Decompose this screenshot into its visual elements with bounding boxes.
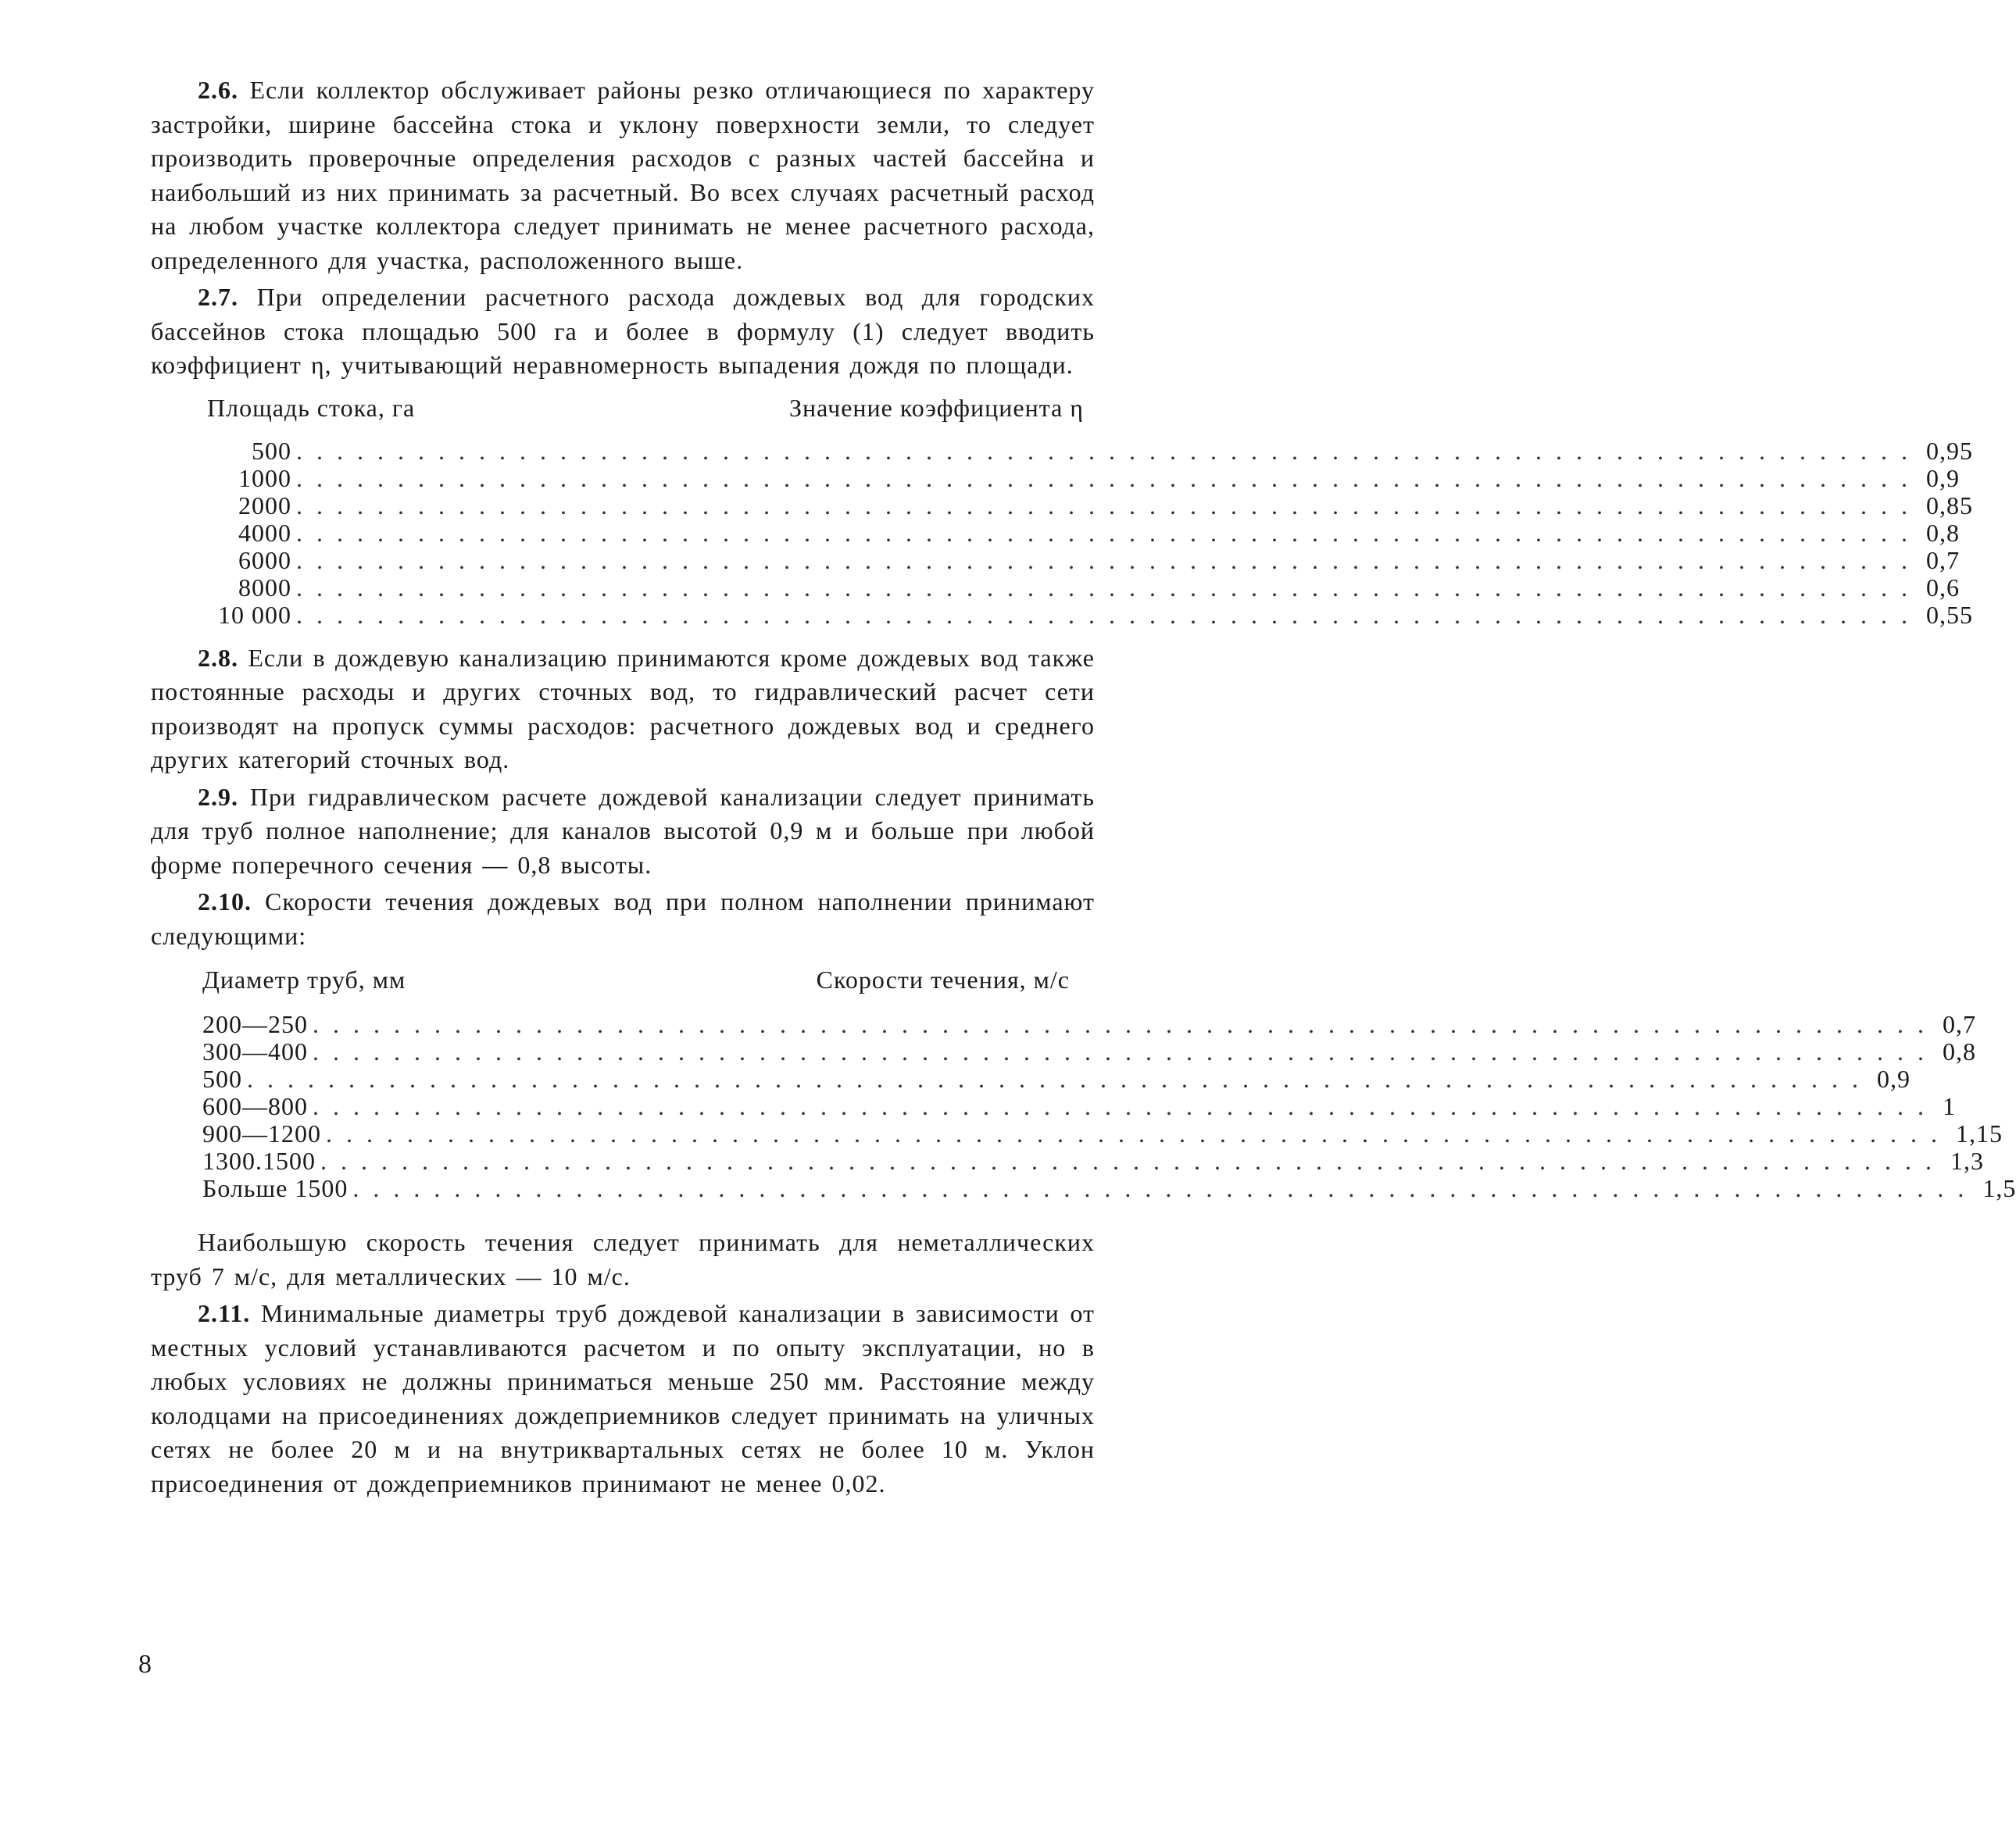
paragraph-2-10 xyxy=(151,885,1095,953)
paragraph-2-6 xyxy=(151,73,1095,277)
area-value: 0,7 xyxy=(1926,545,1960,574)
table-row xyxy=(202,1119,2003,1148)
dot-leader: ................................................................................ xyxy=(313,1010,1938,1038)
paragraph-speed-note: Наибольшую скорость течения следует принимать для неметаллических труб 7 м/с, для металлических — 10 м/с. xyxy=(151,1228,1095,1291)
clause-text: Если в дождевую канализацию принимаются кроме дождевых вод также постоянные расходы и других сточных вод, то гидравлический расчет сети производят на пропуск суммы расходов: расчетного дождевых вод и среднего других категорий сточных вод. xyxy=(151,643,1095,773)
column-header-speed: Скорости течения, м/с xyxy=(816,966,1070,994)
diameter-value: 1,3 xyxy=(1950,1147,1984,1175)
dot-leader: ................................................................................ xyxy=(352,1174,1978,1202)
diameter-value: 0,9 xyxy=(1877,1065,1911,1093)
area-key: 2000 xyxy=(238,491,291,519)
column-header-diameter: Диаметр труб, мм xyxy=(202,966,406,994)
document-page xyxy=(151,73,2016,1501)
paragraph-2-8 xyxy=(151,641,1095,777)
clause-text: При гидравлическом расчете дождевой канализации следует принимать для труб полное наполнение; для каналов высотой 0,9 м и больше при любой форме поперечного сечения — 0,8 высоты. xyxy=(151,782,1095,879)
column-header-coefficient: Значение коэффициента η xyxy=(789,393,1084,422)
column-header-area: Площадь стока, га xyxy=(207,393,416,422)
diameter-key: Больше 1500 xyxy=(202,1174,349,1202)
clause-text: Минимальные диаметры труб дождевой канализации в зависимости от местных условий устанавливаются расчетом и по опыту эксплуатации, но в любых условиях не должны приниматься меньше 250 мм. Расстояние между колодцами на присоединениях дождеприемников следует принимать на уличных сетях не более 20 м и на внутриквартальных сетях не более 10 м. Уклон присоединения от дождеприемников принимают не менее 0,02. xyxy=(151,1299,1095,1498)
area-key: 10 000 xyxy=(218,600,291,629)
clause-text: При определении расчетного расхода дождевых вод для городских бассейнов стока площадью 500 га и более в формулу (1) следует вводить коэффициент η, учитывающий неравномерность выпадения дождя по площади. xyxy=(151,283,1095,379)
area-value: 0,6 xyxy=(1926,573,1960,602)
table-row xyxy=(207,518,1960,547)
table-row xyxy=(202,1037,1976,1066)
page-number: 8 xyxy=(138,1650,152,1679)
dot-leader: ................................................................................ xyxy=(296,436,1921,465)
table-row xyxy=(202,1065,1911,1093)
paragraph-2-7 xyxy=(151,280,1095,383)
diameter-key: 500 xyxy=(202,1065,242,1093)
table-header xyxy=(202,966,1070,1011)
table-row xyxy=(207,463,1960,492)
area-key: 6000 xyxy=(238,545,291,574)
diameter-value: 0,8 xyxy=(1943,1037,1976,1066)
diameter-key: 300—400 xyxy=(202,1037,308,1066)
dot-leader: ................................................................................ xyxy=(247,1065,1872,1093)
dot-leader: ................................................................................ xyxy=(296,573,1921,602)
area-key: 500 xyxy=(252,436,291,465)
dot-leader: ................................................................................ xyxy=(296,463,1921,492)
table-row xyxy=(202,1092,1956,1120)
table-row xyxy=(207,600,1973,629)
table-row xyxy=(207,491,1973,519)
diameter-value: 1,5 xyxy=(1982,1174,2016,1202)
clause-text: Если коллектор обслуживает районы резко отличающиеся по характеру застройки, ширине бассейна стока и уклону поверхности земли, то следует производить проверочные определения расходов с разных частей бассейна и наибольший из них принимать за расчетный. Во всех случаях расчетный расход на любом участке коллектора следует принимать не менее расчетного расхода, определенного для участка, расположенного выше. xyxy=(151,76,1095,274)
table-row xyxy=(202,1010,1976,1038)
area-key: 1000 xyxy=(238,463,291,492)
area-value: 0,95 xyxy=(1926,436,1973,465)
diameter-value: 0,7 xyxy=(1943,1010,1976,1038)
area-value: 0,8 xyxy=(1926,518,1960,547)
diameter-key: 1300.1500 xyxy=(202,1147,316,1175)
clause-number: 2.8. xyxy=(198,643,238,672)
clause-number: 2.7. xyxy=(198,283,238,311)
dot-leader: ................................................................................ xyxy=(320,1147,1946,1175)
area-value: 0,85 xyxy=(1926,491,1973,519)
diameter-key: 600—800 xyxy=(202,1092,308,1120)
area-value: 0,9 xyxy=(1926,463,1960,492)
diameter-key: 900—1200 xyxy=(202,1119,321,1148)
runoff-coefficient-table xyxy=(207,393,1973,629)
clause-number: 2.10. xyxy=(198,887,252,916)
dot-leader: ................................................................................ xyxy=(326,1119,1951,1148)
clause-number: 2.9. xyxy=(198,782,238,811)
diameter-value: 1,15 xyxy=(1956,1119,2003,1148)
flow-speed-table xyxy=(202,966,2016,1202)
area-key: 4000 xyxy=(238,518,291,547)
paragraph-2-11 xyxy=(151,1297,1095,1501)
table-row xyxy=(207,436,1973,465)
table-row xyxy=(202,1174,2016,1202)
clause-number: 2.6. xyxy=(198,76,238,104)
dot-leader: ................................................................................ xyxy=(296,518,1921,547)
diameter-value: 1 xyxy=(1943,1092,1956,1120)
dot-leader: ................................................................................ xyxy=(296,545,1921,574)
area-value: 0,55 xyxy=(1926,600,1973,629)
table-row xyxy=(207,573,1960,602)
area-key: 8000 xyxy=(238,573,291,602)
table-row xyxy=(207,545,1960,574)
clause-number: 2.11. xyxy=(198,1299,251,1327)
dot-leader: ................................................................................ xyxy=(296,491,1921,519)
table-header xyxy=(207,394,1084,437)
dot-leader: ................................................................................ xyxy=(313,1037,1938,1066)
dot-leader: ................................................................................ xyxy=(313,1092,1938,1120)
dot-leader: ................................................................................ xyxy=(296,600,1921,629)
paragraph-2-9 xyxy=(151,780,1095,883)
diameter-key: 200—250 xyxy=(202,1010,308,1038)
clause-text: Скорости течения дождевых вод при полном наполнении принимают следующими: xyxy=(151,887,1095,950)
table-row xyxy=(202,1147,1984,1175)
